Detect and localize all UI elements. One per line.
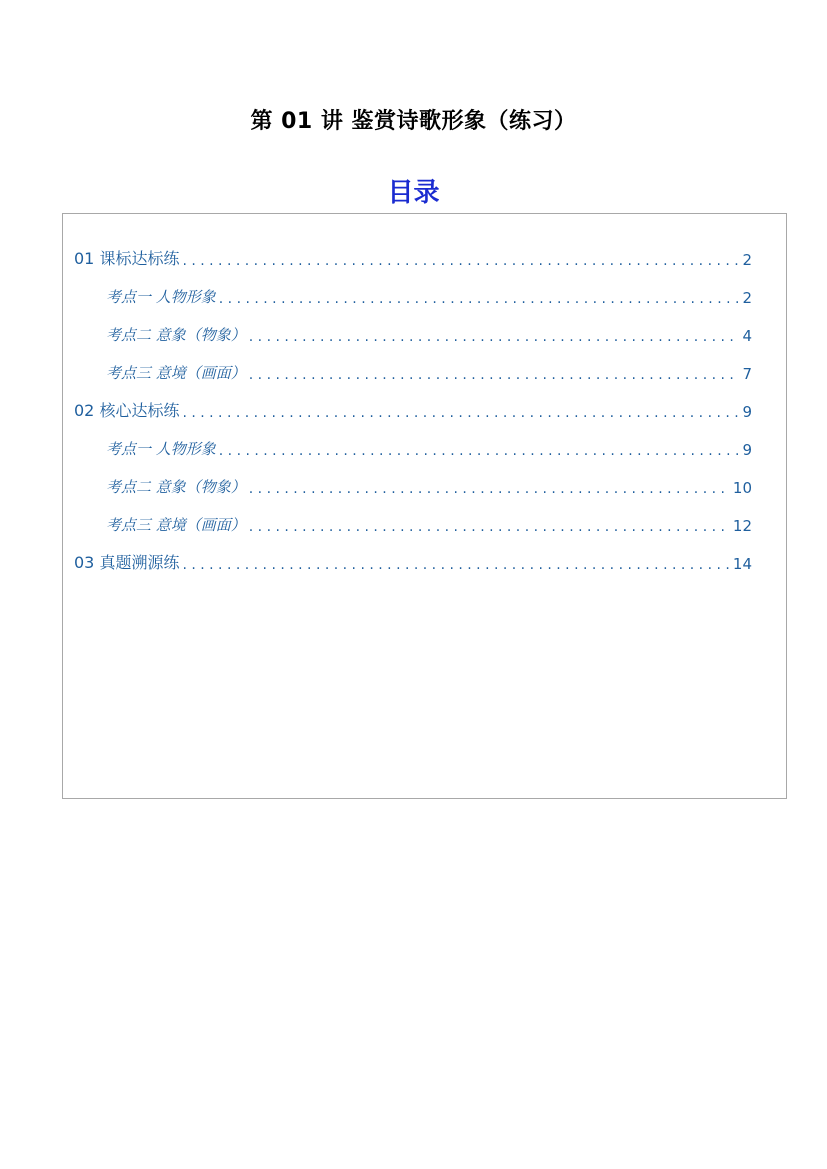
toc-entry-page: 12 bbox=[732, 517, 752, 535]
document-title: 第 01 讲 鉴赏诗歌形象（练习） bbox=[250, 109, 577, 134]
toc-entry-02-point-3[interactable] bbox=[74, 499, 752, 537]
toc-entry-label: 考点三 意境（画面） bbox=[106, 516, 246, 534]
toc-entry-label: 02 核心达标练 bbox=[74, 401, 180, 420]
toc-entry-01-point-3[interactable] bbox=[74, 347, 752, 385]
toc-entry-section-01[interactable] bbox=[74, 233, 752, 271]
toc-entry-label: 考点一 人物形象 bbox=[106, 440, 216, 458]
toc-entry-label: 考点二 意象（物象） bbox=[106, 326, 246, 344]
toc-entry-label: 01 课标达标练 bbox=[74, 249, 180, 268]
toc-entry-label: 03 真题溯源练 bbox=[74, 553, 180, 572]
toc-entry-page: 9 bbox=[742, 403, 752, 421]
toc-entry-label: 考点一 人物形象 bbox=[106, 288, 216, 306]
toc-heading: 目录 bbox=[387, 178, 440, 208]
toc-leader-dots bbox=[182, 557, 729, 573]
toc-leader-dots bbox=[219, 443, 740, 459]
toc-entry-page: 4 bbox=[742, 327, 752, 345]
toc-entry-label: 考点三 意境（画面） bbox=[106, 364, 246, 382]
toc-leader-dots bbox=[249, 519, 730, 535]
toc-entry-01-point-1[interactable] bbox=[74, 271, 752, 309]
toc-entry-page: 9 bbox=[742, 441, 752, 459]
toc-leader-dots bbox=[182, 253, 739, 269]
toc-leader-dots bbox=[249, 481, 730, 497]
toc-entry-page: 2 bbox=[742, 251, 752, 269]
toc-entry-page: 7 bbox=[742, 365, 752, 383]
toc-list bbox=[74, 233, 752, 575]
toc-leader-dots bbox=[182, 405, 739, 421]
toc-leader-dots bbox=[249, 329, 740, 345]
toc-entry-label: 考点二 意象（物象） bbox=[106, 478, 246, 496]
toc-leader-dots bbox=[219, 291, 740, 307]
toc-entry-page: 10 bbox=[732, 479, 752, 497]
toc-leader-dots bbox=[249, 367, 740, 383]
toc-entry-02-point-2[interactable] bbox=[74, 461, 752, 499]
toc-entry-page: 14 bbox=[732, 555, 752, 573]
toc-entry-01-point-2[interactable] bbox=[74, 309, 752, 347]
toc-entry-02-point-1[interactable] bbox=[74, 423, 752, 461]
toc-entry-section-03[interactable] bbox=[74, 537, 752, 575]
toc-entry-page: 2 bbox=[742, 289, 752, 307]
toc-entry-section-02[interactable] bbox=[74, 385, 752, 423]
